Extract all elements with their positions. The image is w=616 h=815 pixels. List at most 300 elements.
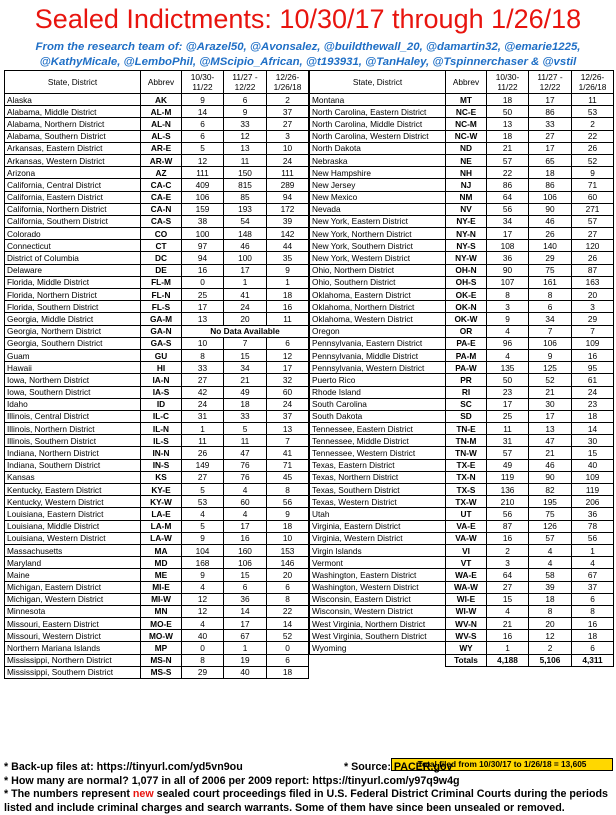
cell-period-3: 9 — [267, 508, 309, 520]
cell-state: North Carolina, Middle District — [310, 118, 446, 130]
cell-period-3: 4 — [572, 557, 614, 569]
cell-state: Utah — [310, 508, 446, 520]
cell-state: Virgin Islands — [310, 544, 446, 556]
cell-abbrev: NM — [446, 191, 487, 203]
cell-period-2: 5 — [224, 423, 267, 435]
cell-abbrev: OK-W — [446, 313, 487, 325]
cell-period-3: 163 — [572, 276, 614, 288]
cell-period-1: 11 — [182, 435, 224, 447]
table-row — [310, 106, 614, 118]
cell-period-2: 21 — [224, 374, 267, 386]
cell-abbrev: WA-E — [446, 569, 487, 581]
cell-period-2: 27 — [529, 130, 572, 142]
cell-state: Iowa, Southern District — [5, 386, 141, 398]
cell-abbrev: PA-W — [446, 362, 487, 374]
note-repr-new: new — [132, 788, 154, 800]
cell-abbrev: KS — [141, 471, 182, 483]
cell-state: Texas, Southern District — [310, 484, 446, 496]
footnotes — [4, 761, 612, 815]
cell-abbrev: KY-W — [141, 496, 182, 508]
table-row — [310, 423, 614, 435]
table-row — [310, 289, 614, 301]
cell-period-2: 90 — [529, 471, 572, 483]
cell-period-3: 8 — [572, 605, 614, 617]
cell-state: Wisconsin, Western District — [310, 605, 446, 617]
cell-period-3: 60 — [572, 191, 614, 203]
cell-abbrev: TX-E — [446, 459, 487, 471]
cell-state: Missouri, Western District — [5, 630, 141, 642]
cell-state: Pennsylvania, Middle District — [310, 349, 446, 361]
cell-period-1: 1 — [487, 642, 529, 654]
cell-period-1: 53 — [182, 496, 224, 508]
cell-period-2: 6 — [529, 301, 572, 313]
cell-period-1: 14 — [182, 106, 224, 118]
table-row — [310, 557, 614, 569]
cell-period-3: 3 — [267, 130, 309, 142]
table-row — [310, 471, 614, 483]
cell-state: Montana — [310, 94, 446, 106]
cell-period-3: 120 — [572, 240, 614, 252]
table-row — [310, 154, 614, 166]
table-row — [5, 398, 309, 410]
table-row — [310, 215, 614, 227]
cell-period-2: 4 — [224, 484, 267, 496]
cell-state: South Carolina — [310, 398, 446, 410]
cell-period-2: 29 — [529, 252, 572, 264]
cell-period-2: 33 — [224, 118, 267, 130]
cell-state: Kentucky, Eastern District — [5, 484, 141, 496]
cell-period-3: 40 — [572, 459, 614, 471]
cell-period-3: 6 — [267, 581, 309, 593]
table-row — [310, 264, 614, 276]
note-source: * Source: PACER.gov — [344, 761, 453, 773]
cell-state: Florida, Southern District — [5, 301, 141, 313]
cell-abbrev: NJ — [446, 179, 487, 191]
cell-period-1: 4 — [487, 349, 529, 361]
cell-period-2: 12 — [224, 130, 267, 142]
table-row — [5, 289, 309, 301]
cell-period-2: 8 — [529, 289, 572, 301]
cell-period-3: 52 — [267, 630, 309, 642]
cell-period-1: 23 — [487, 386, 529, 398]
cell-period-3: 6 — [267, 654, 309, 666]
table-row — [5, 313, 309, 325]
cell-period-1: 9 — [182, 569, 224, 581]
cell-period-1: 27 — [182, 471, 224, 483]
cell-period-3: 71 — [267, 459, 309, 471]
cell-state: Wyoming — [310, 642, 446, 654]
cell-period-1: 136 — [487, 484, 529, 496]
table-row — [5, 618, 309, 630]
table-row — [310, 301, 614, 313]
cell-abbrev: WA-W — [446, 581, 487, 593]
cell-period-3: 24 — [267, 154, 309, 166]
cell-state: Wisconsin, Eastern District — [310, 593, 446, 605]
table-row — [5, 191, 309, 203]
table-row — [310, 325, 614, 337]
cell-period-3: 30 — [572, 435, 614, 447]
header-period-3: 12/26-1/26/18 — [572, 71, 614, 94]
cell-period-2: 4 — [529, 557, 572, 569]
cell-abbrev: MI-E — [141, 581, 182, 593]
cell-abbrev: MP — [141, 642, 182, 654]
cell-period-2: 40 — [224, 666, 267, 678]
cell-period-1: 56 — [487, 508, 529, 520]
cell-period-1: 5 — [182, 520, 224, 532]
cell-abbrev: VA-E — [446, 520, 487, 532]
cell-period-3: 109 — [572, 337, 614, 349]
cell-abbrev: IL-S — [141, 435, 182, 447]
cell-period-2: 106 — [529, 191, 572, 203]
totals-spacer — [310, 654, 446, 666]
cell-state: Michigan, Eastern District — [5, 581, 141, 593]
cell-period-3: 11 — [267, 313, 309, 325]
cell-state: South Dakota — [310, 410, 446, 422]
table-row — [310, 167, 614, 179]
table-row — [310, 252, 614, 264]
cell-period-1: 49 — [487, 459, 529, 471]
cell-period-2: 90 — [529, 203, 572, 215]
cell-abbrev: OK-N — [446, 301, 487, 313]
cell-period-1: 107 — [487, 276, 529, 288]
cell-period-1: 13 — [182, 313, 224, 325]
table-row — [310, 191, 614, 203]
cell-period-2: 161 — [529, 276, 572, 288]
cell-period-1: 33 — [182, 362, 224, 374]
cell-period-2: 33 — [224, 410, 267, 422]
cell-period-3: 18 — [267, 666, 309, 678]
table-row — [310, 484, 614, 496]
cell-period-1: 6 — [182, 130, 224, 142]
cell-abbrev: NY-N — [446, 228, 487, 240]
cell-period-1: 108 — [487, 240, 529, 252]
cell-period-1: 31 — [487, 435, 529, 447]
cell-period-1: 17 — [182, 301, 224, 313]
table-row — [5, 94, 309, 106]
indictments-table-left — [4, 70, 309, 679]
cell-period-3: 18 — [572, 630, 614, 642]
table-row — [310, 228, 614, 240]
cell-period-2: 82 — [529, 484, 572, 496]
total-period-1: 4,188 — [487, 654, 529, 666]
cell-period-1: 18 — [487, 94, 529, 106]
cell-state: Pennsylvania, Eastern District — [310, 337, 446, 349]
table-row — [5, 459, 309, 471]
cell-period-2: 11 — [224, 154, 267, 166]
cell-abbrev: AL-M — [141, 106, 182, 118]
cell-period-3: 78 — [572, 520, 614, 532]
cell-state: Indiana, Southern District — [5, 459, 141, 471]
cell-abbrev: GA-M — [141, 313, 182, 325]
cell-state: Virginia, Western District — [310, 532, 446, 544]
cell-state: North Dakota — [310, 142, 446, 154]
cell-abbrev: GA-S — [141, 337, 182, 349]
table-row — [310, 276, 614, 288]
cell-period-3: 56 — [572, 532, 614, 544]
cell-period-3: 10 — [267, 142, 309, 154]
cell-state: North Carolina, Western District — [310, 130, 446, 142]
cell-period-1: 56 — [487, 203, 529, 215]
cell-period-3: 53 — [572, 106, 614, 118]
cell-state: New Jersey — [310, 179, 446, 191]
cell-period-1: 135 — [487, 362, 529, 374]
cell-abbrev: MI-W — [141, 593, 182, 605]
table-row — [5, 154, 309, 166]
cell-state: Kentucky, Western District — [5, 496, 141, 508]
cell-period-3: 8 — [267, 484, 309, 496]
cell-period-1: 86 — [487, 179, 529, 191]
cell-period-3: 9 — [572, 167, 614, 179]
cell-period-1: 106 — [182, 191, 224, 203]
cell-period-2: 46 — [529, 215, 572, 227]
cell-abbrev: IL-N — [141, 423, 182, 435]
table-row — [5, 581, 309, 593]
cell-period-2: 9 — [529, 349, 572, 361]
cell-period-2: 12 — [529, 630, 572, 642]
table-row — [5, 496, 309, 508]
cell-period-1: 0 — [182, 642, 224, 654]
cell-state: District of Columbia — [5, 252, 141, 264]
cell-period-2: 65 — [529, 154, 572, 166]
cell-state: Illinois, Northern District — [5, 423, 141, 435]
cell-period-1: 25 — [487, 410, 529, 422]
table-row — [310, 203, 614, 215]
table-row — [5, 593, 309, 605]
cell-abbrev: TX-N — [446, 471, 487, 483]
cell-period-2: 11 — [224, 435, 267, 447]
cell-period-3: 36 — [572, 508, 614, 520]
cell-state: Arizona — [5, 167, 141, 179]
cell-period-3: 22 — [572, 130, 614, 142]
cell-abbrev: WY — [446, 642, 487, 654]
cell-state: New York, Western District — [310, 252, 446, 264]
cell-abbrev: GA-N — [141, 325, 182, 337]
cell-period-1: 36 — [487, 252, 529, 264]
cell-period-1: 57 — [487, 447, 529, 459]
cell-abbrev: IL-C — [141, 410, 182, 422]
cell-abbrev: AR-W — [141, 154, 182, 166]
cell-period-1: 29 — [182, 666, 224, 678]
cell-state: New York, Eastern District — [310, 215, 446, 227]
table-row — [5, 520, 309, 532]
cell-state: Oklahoma, Western District — [310, 313, 446, 325]
table-row — [310, 496, 614, 508]
cell-abbrev: TN-E — [446, 423, 487, 435]
cell-period-3: 32 — [267, 374, 309, 386]
table-row — [5, 447, 309, 459]
total-period-3: 4,311 — [572, 654, 614, 666]
cell-period-1: 64 — [487, 569, 529, 581]
cell-period-3: 2 — [572, 118, 614, 130]
table-row — [310, 130, 614, 142]
table-row — [5, 301, 309, 313]
cell-state: Tennessee, Middle District — [310, 435, 446, 447]
cell-period-2: 9 — [224, 106, 267, 118]
cell-state: Illinois, Central District — [5, 410, 141, 422]
cell-state: Puerto Rico — [310, 374, 446, 386]
cell-abbrev: LA-M — [141, 520, 182, 532]
cell-period-2: 52 — [529, 374, 572, 386]
cell-abbrev: IA-N — [141, 374, 182, 386]
table-row — [5, 484, 309, 496]
cell-period-3: 206 — [572, 496, 614, 508]
total-filed: Total filed from 10/30/17 to 1/26/18 = 13,605 — [391, 758, 613, 771]
cell-period-2: 14 — [224, 605, 267, 617]
cell-period-2: 49 — [224, 386, 267, 398]
cell-period-2: 75 — [529, 508, 572, 520]
table-row — [310, 618, 614, 630]
table-row — [310, 532, 614, 544]
cell-state: Maryland — [5, 557, 141, 569]
cell-state: Louisiana, Western District — [5, 532, 141, 544]
cell-abbrev: AL-N — [141, 118, 182, 130]
cell-period-2: 160 — [224, 544, 267, 556]
cell-state: Northern Mariana Islands — [5, 642, 141, 654]
cell-period-3: 39 — [267, 215, 309, 227]
cell-state: Georgia, Southern District — [5, 337, 141, 349]
cell-period-1: 16 — [182, 264, 224, 276]
cell-abbrev: WV-S — [446, 630, 487, 642]
cell-period-2: 33 — [529, 118, 572, 130]
cell-state: Michigan, Western District — [5, 593, 141, 605]
cell-period-3: 2 — [267, 94, 309, 106]
cell-state: Tennessee, Eastern District — [310, 423, 446, 435]
cell-state: California, Eastern District — [5, 191, 141, 203]
cell-period-3: 71 — [572, 179, 614, 191]
cell-period-1: 24 — [182, 398, 224, 410]
cell-abbrev: MO-W — [141, 630, 182, 642]
cell-abbrev: IN-S — [141, 459, 182, 471]
cell-state: Washington, Eastern District — [310, 569, 446, 581]
table-row — [310, 435, 614, 447]
table-row — [310, 337, 614, 349]
cell-period-3: 26 — [572, 252, 614, 264]
cell-period-2: 106 — [224, 557, 267, 569]
cell-period-3: 87 — [572, 264, 614, 276]
table-row — [5, 471, 309, 483]
cell-state: Guam — [5, 349, 141, 361]
cell-period-2: 6 — [224, 94, 267, 106]
cell-period-2: 54 — [224, 215, 267, 227]
cell-period-1: 38 — [182, 215, 224, 227]
cell-state: Pennsylvania, Western District — [310, 362, 446, 374]
cell-period-1: 6 — [182, 118, 224, 130]
cell-abbrev: CA-S — [141, 215, 182, 227]
cell-period-2: 26 — [529, 228, 572, 240]
totals-label: Totals — [446, 654, 487, 666]
cell-abbrev: ME — [141, 569, 182, 581]
cell-abbrev: MA — [141, 544, 182, 556]
cell-abbrev: LA-W — [141, 532, 182, 544]
cell-period-3: 9 — [267, 264, 309, 276]
cell-period-3: 57 — [572, 215, 614, 227]
cell-period-2: 140 — [529, 240, 572, 252]
cell-abbrev: CA-C — [141, 179, 182, 191]
cell-abbrev: WV-N — [446, 618, 487, 630]
table-row — [310, 386, 614, 398]
cell-state: Florida, Northern District — [5, 289, 141, 301]
table-row — [5, 362, 309, 374]
cell-period-3: 35 — [267, 252, 309, 264]
cell-abbrev: NC-E — [446, 106, 487, 118]
cell-period-2: 1 — [224, 642, 267, 654]
cell-abbrev: AK — [141, 94, 182, 106]
cell-state: Arkansas, Eastern District — [5, 142, 141, 154]
table-row — [5, 142, 309, 154]
note-normal: * How many are normal? 1,077 in all of 2006 per 2009 report: https://tinyurl.com/y97q9w4g — [4, 774, 460, 787]
table-row — [5, 642, 309, 654]
cell-period-3: 6 — [572, 642, 614, 654]
cell-state: Alabama, Southern District — [5, 130, 141, 142]
cell-period-3: 23 — [572, 398, 614, 410]
table-row — [5, 240, 309, 252]
cell-period-1: 12 — [182, 593, 224, 605]
cell-period-3: 45 — [267, 471, 309, 483]
cell-period-3: 27 — [267, 118, 309, 130]
cell-period-1: 90 — [487, 264, 529, 276]
cell-abbrev: GU — [141, 349, 182, 361]
cell-period-2: 125 — [529, 362, 572, 374]
cell-period-1: 57 — [487, 154, 529, 166]
cell-period-1: 104 — [182, 544, 224, 556]
cell-abbrev: LA-E — [141, 508, 182, 520]
table-row — [5, 374, 309, 386]
cell-abbrev: UT — [446, 508, 487, 520]
table-row — [5, 252, 309, 264]
table-row — [310, 605, 614, 617]
table-row — [310, 240, 614, 252]
cell-period-2: 34 — [529, 313, 572, 325]
table-row — [310, 569, 614, 581]
header-period-2: 11/27 - 12/22 — [224, 71, 267, 94]
cell-period-2: 86 — [529, 179, 572, 191]
cell-period-3: 271 — [572, 203, 614, 215]
cell-abbrev: FL-S — [141, 301, 182, 313]
table-row — [5, 325, 309, 337]
cell-abbrev: CT — [141, 240, 182, 252]
cell-period-1: 11 — [487, 423, 529, 435]
cell-state: Mississippi, Southern District — [5, 666, 141, 678]
cell-abbrev: FL-M — [141, 276, 182, 288]
table-row — [5, 179, 309, 191]
cell-period-2: 17 — [529, 142, 572, 154]
cell-period-1: 9 — [487, 313, 529, 325]
cell-period-1: 2 — [487, 544, 529, 556]
table-row — [310, 118, 614, 130]
header-period-1: 10/30-11/22 — [487, 71, 529, 94]
cell-period-1: 17 — [487, 228, 529, 240]
cell-period-3: 1 — [267, 276, 309, 288]
cell-state: Hawaii — [5, 362, 141, 374]
cell-state: Massachusetts — [5, 544, 141, 556]
cell-period-2: 195 — [529, 496, 572, 508]
cell-period-1: 0 — [182, 276, 224, 288]
cell-period-2: 60 — [224, 496, 267, 508]
cell-abbrev: FL-N — [141, 289, 182, 301]
cell-period-1: 50 — [487, 374, 529, 386]
table-row — [310, 374, 614, 386]
cell-period-3: 67 — [572, 569, 614, 581]
cell-state: Texas, Northern District — [310, 471, 446, 483]
cell-period-3: 26 — [572, 142, 614, 154]
table-row — [5, 423, 309, 435]
cell-state: Texas, Eastern District — [310, 459, 446, 471]
cell-period-3: 153 — [267, 544, 309, 556]
cell-period-1: 4 — [182, 581, 224, 593]
cell-abbrev: WI-E — [446, 593, 487, 605]
cell-state: Georgia, Middle District — [5, 313, 141, 325]
cell-period-3: 6 — [267, 337, 309, 349]
